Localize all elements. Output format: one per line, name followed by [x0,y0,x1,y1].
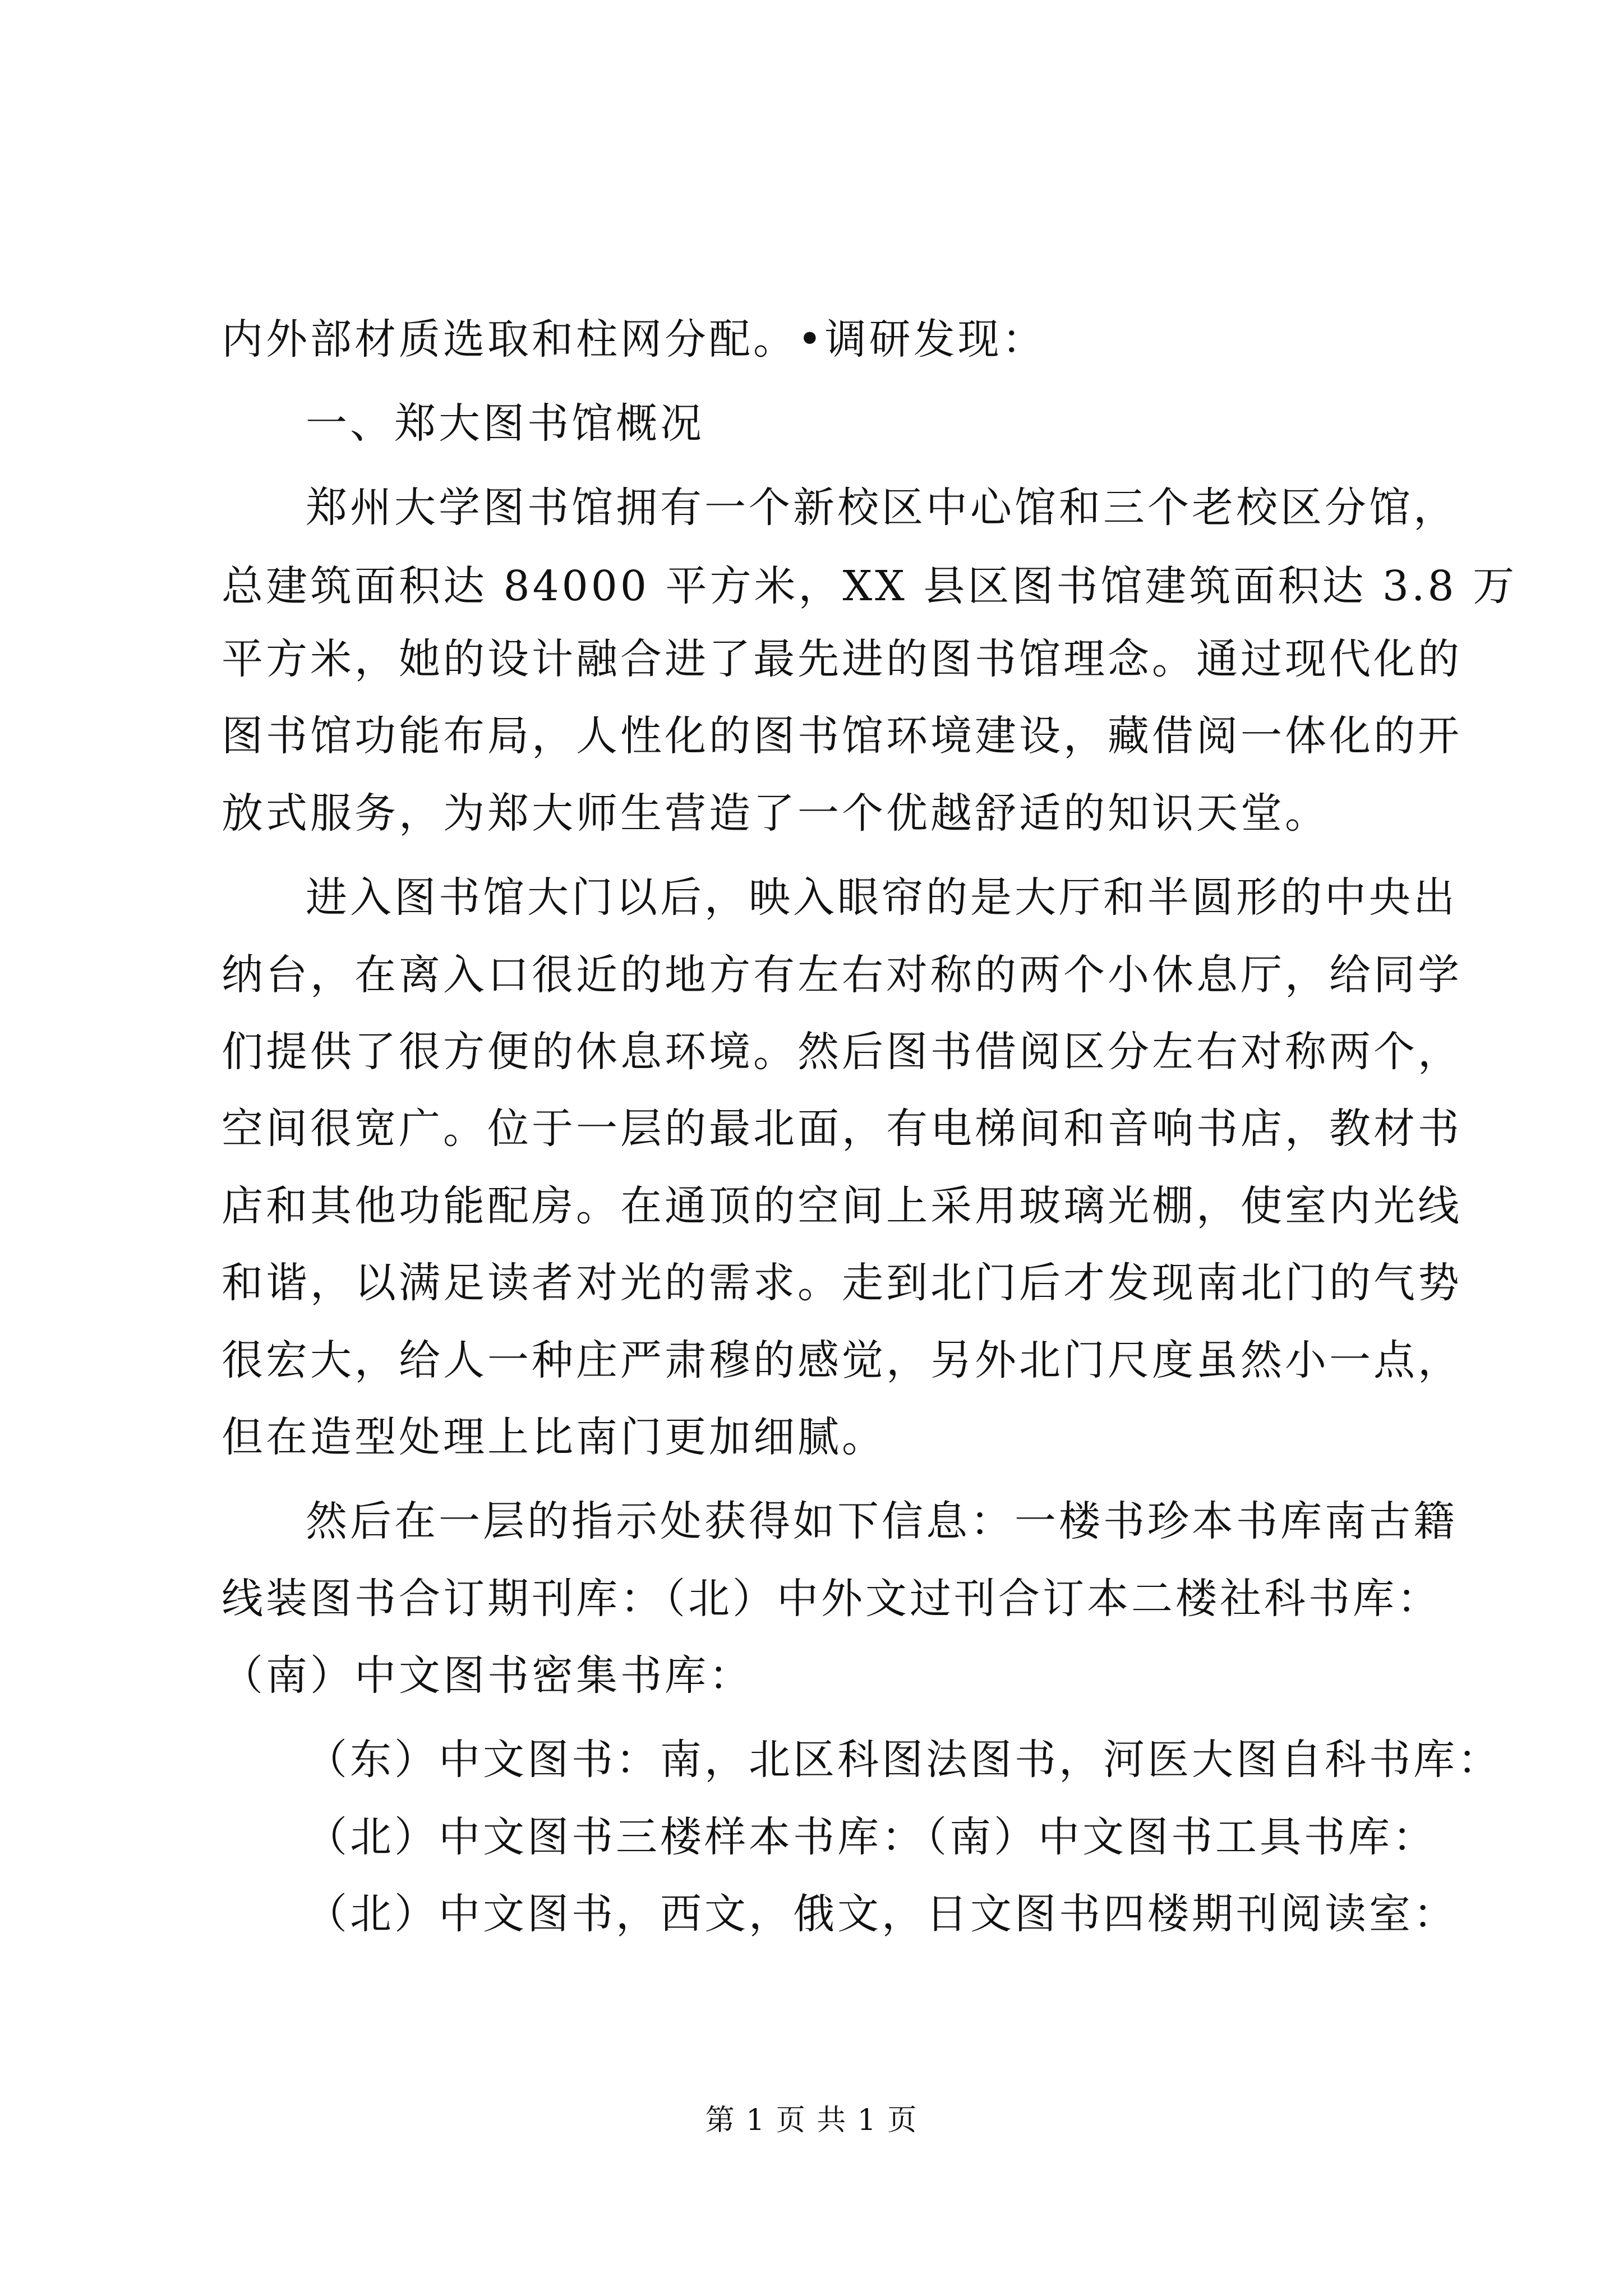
page-footer: 第 1 页 共 1 页 [705,2104,918,2137]
paragraph-line: 和谐，以满足读者对光的需求。走到北门后才发现南北门的气势 [222,1259,1462,1307]
paragraph-line: （北）中文图书三楼样本书库：（南）中文图书工具书库： [306,1813,1437,1861]
paragraph-line: 进入图书馆大门以后，映入眼帘的是大厅和半圆形的中央出 [306,873,1458,922]
paragraph-line: 郑州大学图书馆拥有一个新校区中心馆和三个老校区分馆， [306,484,1458,532]
paragraph-line: 空间很宽广。位于一层的最北面，有电梯间和音响书店，教材书 [222,1105,1462,1153]
paragraph-line: 放式服务，为郑大师生营造了一个优越舒适的知识天堂。 [222,789,1329,838]
paragraph-line: （东）中文图书：南，北区科图法图书，河医大图自科书库： [306,1736,1502,1784]
paragraph-line: 平方米，她的设计融合进了最先进的图书馆理念。通过现代化的 [222,635,1462,683]
paragraph-line: 纳台，在离入口很近的地方有左右对称的两个小休息厅，给同学 [222,951,1462,999]
paragraph-line: 很宏大，给人一种庄严肃穆的感觉，另外北门尺度虽然小一点， [222,1336,1462,1384]
paragraph-line: 内外部材质选取和柱网分配。•调研发现： [222,315,1046,364]
paragraph-line: （北）中文图书，西文，俄文，日文图书四楼期刊阅读室： [306,1890,1458,1938]
paragraph-line: 们提供了很方便的休息环境。然后图书借阅区分左右对称两个， [222,1028,1462,1076]
paragraph-line: 总建筑面积达 84000 平方米，XX 县区图书馆建筑面积达 3.8 万 [222,562,1518,610]
paragraph-line: （南）中文图书密集书库： [222,1651,753,1700]
paragraph-line: 图书馆功能布局，人性化的图书馆环境建设，藏借阅一体化的开 [222,712,1462,760]
paragraph-line: 线装图书合订期刊库：（北）中外文过刊合订本二楼社科书库： [222,1575,1441,1623]
paragraph-line: 店和其他功能配房。在通顶的空间上采用玻璃光棚，使室内光线 [222,1182,1462,1230]
paragraph-line: 但在造型处理上比南门更加细腻。 [222,1413,886,1461]
paragraph-line: 然后在一层的指示处获得如下信息：一楼书珍本书库南古籍 [306,1497,1458,1545]
section-heading: 一、郑大图书馆概况 [306,399,704,448]
